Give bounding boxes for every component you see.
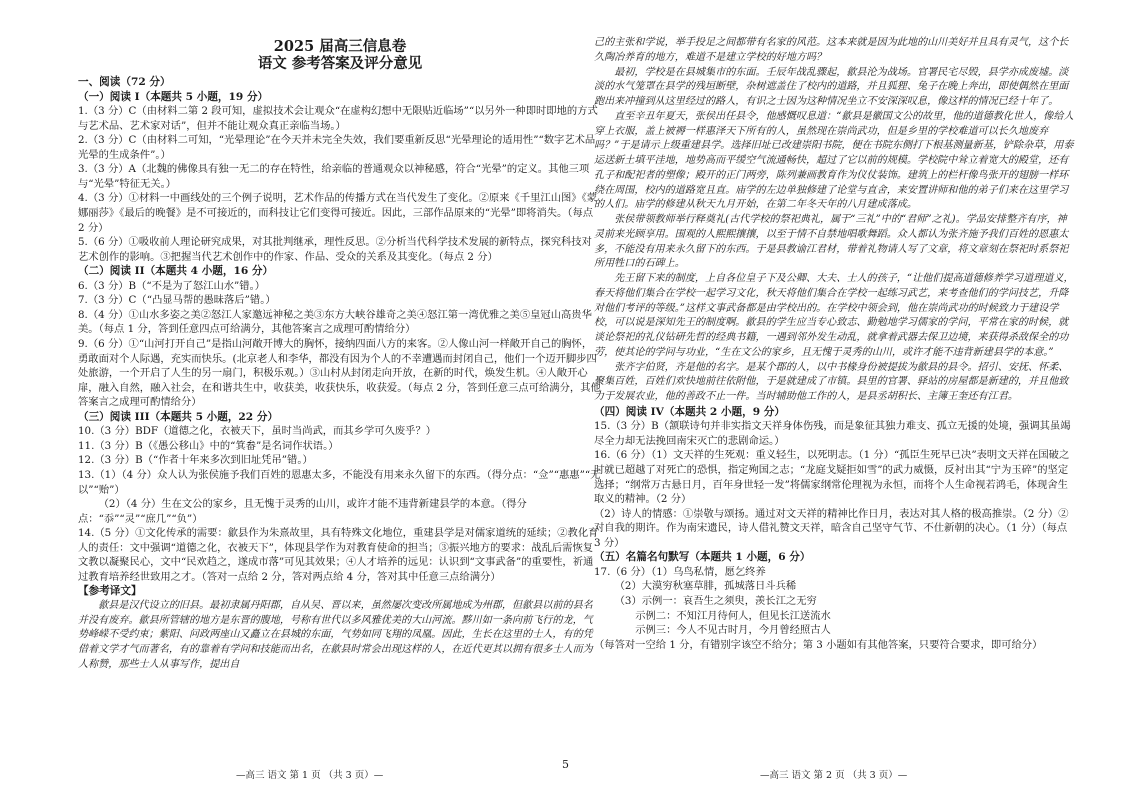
subsection-4-heading: （四）阅读 IV（本题共 2 小题，9 分） [594, 405, 785, 418]
answer-11: 11.（3 分）B（《愚公移山》中的“箕畚”是名词作状语。） [78, 439, 339, 452]
answer-10: 10.（3 分）BDF（道德之化，衣被天下，虽时当尚武，而其乡学可久废乎？） [78, 425, 437, 438]
reference-translation-label: 【参考译文】 [78, 585, 142, 598]
answer-16-part1: 16.（6 分）（1）文天祥的生死观：重义轻生，以死明志。（1 分）“孤臣生死早已决”表明文天祥在国破之时就已超越了对死亡的恐惧，指定殉国之志；“龙庭戈疑拒如雪”的武力威慑，反衬出其“宁为玉碎”的坚定选择；“纲常万古悬日月，百年身世轻一发”将儒家纲常伦理视为永恒，而将个人生命视若鸿毛，体现舍生取义的精神。（2 分） [594, 449, 1070, 506]
answer-14: 14.（5 分）①文化传承的需要：歙县作为朱熹故里，具有特殊文化地位，重建县学是对儒家道统的延续；②教化育人的责任：文中强调“道德之化，衣被天下”，体现县学作为对教育使命的担当；③振兴地方的要求：战乱后需恢复文教以凝聚民心，文中“民欢趋之，遂成市落”可见其效果；④人才培养的远见：认识到“文事武备”的重要性，祈通过教育培养经世致用之才。（答对一点给 2 分，答对两点给 4 分，答对其中任意三点给满分） [78, 527, 599, 583]
translation-paragraph-5: 先王留下来的制度，上自各位皇子下及公卿、大夫、士人的孩子，“让他们提高道德修养学习道理道义，春天将他们集合在学校一起学习文化，秋天将他们集合在学校一起练习武艺，来考查他们的学问技艺，升降对他们考评的等级。”这样文事武备都是由学校出的。在学校中领会到，他在崇尚武功的时候致力于建设学校，可以说是深知先王的制度啊。歙县的学生应当专心致志、勤勉地学习儒家的学问，平常在家的时候，就谈论祭祀的礼仪钻研先哲的经典书籍，一遇到邻外发生动乱，就拿着武器去保卫边境，来获得杀敌保全的功劳，使其论的学问与功业，“生在文公的家乡，且无愧于灵秀的山川，或许才能不违背新建县学的本意。” [594, 273, 1074, 358]
page-2-footer: —高三 语文 第 2 页 （共 3 页）— [760, 770, 908, 781]
answer-17-note: （每答对一空给 1 分，有错别字该空不给分；第 3 小题如有其他答案，只要符合要求，即可给分） [594, 638, 1043, 651]
answer-17-line4: 示例二：不知江月待何人，但见长江送流水 [635, 609, 831, 622]
page-1-column [78, 38, 602, 760]
answer-13-part2: （2）（4 分）生在文公的家乡，且无愧于灵秀的山川，或许才能不违背新建县学的本意。（得分点：“忝”“灵”“庶几”“负”） [78, 498, 527, 525]
answer-3: 3.（3 分）A（北魏的佛像具有独一无二的存在特性，给亲临的普通观众以神秘感，符合“光晕”的定义。其他三项与“光晕”特征无关。） [78, 163, 590, 190]
answer-16-part2: （2）诗人的情感：①崇敬与颂扬。通过对文天祥的精神比作日月，表达对其人格的极高推崇。（2 分）②对自我的期许。作为南宋遗民，诗人借礼赞文天祥，暗含自己坚守气节、不仕新朝的决心。（1 分）（每点 3 分） [594, 507, 1069, 549]
subsection-2-heading: （二）阅读 II（本题共 4 小题，16 分） [78, 265, 274, 278]
page-1-footer: —高三 语文 第 1 页 （共 3 页）— [236, 770, 384, 781]
subsection-3-heading: （三）阅读 III（本题共 5 小题，22 分） [78, 410, 279, 423]
translation-paragraph-2: 最初，学校是在县城集市的东面。壬辰年战乱骤起，歙县沦为战场。官署民宅尽毁，县学亦成废墟。淡淡的水气笼罩在县学的残垣断壁，杂树遮盖住了校内的道路，并且狐狸、兔子在晚上奔出，即使偶然在里面跑出来冲撞到从这里经过的路人，有识之士因为这种情况坐立不安深深叹息，像这样的情况已经十年了。 [594, 66, 1069, 107]
answer-9: 9.（6 分）①“山河打开自己”是指山河敞开博大的胸怀，接纳四面八方的来客。②人像山河一样敞开自己的胸怀，勇敢面对个人际遇，充实而快乐。(北京老人和李华，都没有因为个人的不幸遭遇而封闭自己，他们一个迈开脚步四处旅游，一个开启了人生的另一扇门，积极乐观。）③山村从封闭走向开放，在新的时代，焕发生机。④人敞开心扉，融入自然，融入社会，在和谐共生中，收获美，收获快乐，收获爱。（每点 2 分，答到任意三点可给满分，其他答案言之成理可酌情给分） [78, 337, 601, 409]
answer-17-line5: 示例三：今人不见古时月，今月曾经照古人 [635, 624, 831, 637]
doc-title-line1: 2025 届高三信息卷 [273, 38, 407, 55]
answer-2: 2.（3 分）C（由材料二可知，“光晕理论”在今天并未完全失效，我们要重新反思“光晕理论的适用性”“数字艺术品光晕的生成条件”。） [78, 134, 596, 161]
translation-continued: 己的主张和学说，举手投足之间都带有名家的风范。这本来就是因为此地的山川美好并且具有灵气，这个长久陶冶养育的地方，难道不是建立学校的好地方吗？ [594, 37, 1069, 63]
translation-paragraph-3: 直至辛丑年夏天，张侯出任县令，他感慨叹息道：“歙县是徽国文公的故里，他的道德教化世人，像给人穿上衣服，盖上被褥一样惠泽天下所有的人，虽然现在崇尚武功，但是乡里的学校难道可以长久地废弃吗？”于是请示上级重建县学。选择旧址已改建崇阳书院，便在书院东侧打下根基测量新基，铲除杂草，用泰运送新土填平洼地，地势高而平缓空气流通畅快，超过了它以前的规模。学校院中耸立着宽大的殿堂，还有孔子和配祀者的塑像；殿开的正门两旁，陈列兼画教育作为仪仗装饰。建筑上的栏杆像鸟张开的翅膀一样环绕在周围，校内的道路宽且直。庙学的左边单独修建了论堂与直舍，来安置讲师和他的弟子们来在这里学习的人们。庙学的修建从秋天九月开始，在第二年冬天年的八月建成落成。 [594, 110, 1074, 211]
page-2-column [594, 36, 1076, 758]
answer-15: 15.（3 分）B（颔联诗句并非实指文天祥身体伤残，而是象征其独力难支、孤立无援的处境，强调其虽竭尽全力却无法挽回南宋灭亡的悲剧命运。） [594, 420, 1071, 447]
answer-5: 5.（6 分）①吸收前人理论研究成果，对其批判继承，理性反思。②分析当代科学技术发展的新特点，探究科技对艺术创作的影响。③把握当代艺术创作中的作家、作品、受众的关系及其变化。（每点 2 分） [78, 236, 592, 263]
answer-6: 6.（3 分）B（“不是为了怒江山水”错。） [78, 279, 266, 292]
answer-7: 7.（3 分）C（“凸显马帮的愚昧落后”错。） [78, 294, 276, 307]
subsection-5-heading: （五）名篇名句默写（本题共 1 小题，6 分） [594, 551, 811, 564]
answer-17-line2: （2）大漠穷秋塞草腓，孤城落日斗兵稀 [614, 580, 797, 593]
answer-13-part1: 13.（1）（4 分）众人认为张侯施予我们百姓的恩惠太多，不能没有用来永久留下的东西。（得分点：“佥”“惠惠”“无以”“贻”） [78, 468, 601, 496]
doc-title-line2: 语文 参考答案及评分意见 [257, 55, 423, 72]
answer-17-line1: 17.（6 分）（1）乌鸟私情，愿乞终养 [594, 565, 766, 578]
answer-17-line3: （3）示例一：哀吾生之须臾，羡长江之无穷 [614, 594, 817, 607]
answer-4: 4.（3 分）①材料一中画线处的三个例子说明，艺术作品的传播方式在当代发生了变化。②原来《千里江山图》《蒙娜丽莎》《最后的晚餐》是不可接近的，而科技让它们变得可接近。因此，三部作品原来的“光晕”即将消失。（每点 2 分） [78, 192, 598, 234]
center-page-number: 5 [562, 758, 569, 771]
translation-paragraph-4: 张侯带领教师举行释奠礼(古代学校的祭祀典礼，属于“三礼”中的“君师”之礼)。学品安排整齐有序，神灵前来光顾享用。围观的人熙熙攘攘，以至于情不自禁地唱歌舞蹈。众人都认为张齐施予我们百姓的恩惠太多，不能没有用来永久留下的东西。于是县教谕江君材，带着礼物请人写了文章，将文章刻在祭祀时系祭祀所用牲口的石碑上。 [594, 214, 1069, 270]
subsection-1-heading: （一）阅读 I（本题共 5 小题，19 分） [78, 90, 269, 103]
answer-1: 1.（3 分）C（由材料二第 2 段可知，虚拟技术会让观众“在虚构幻想中无限贴近临场”“以另外一种即时即地的方式与艺术品、艺术家对话”，但并不能让观众真正亲临当场。） [78, 105, 598, 132]
answer-8: 8.（4 分）①山水多姿之美②怒江人家邀远神秘之美③东方大峡谷雄奇之美④怒江第一湾优雅之美⑤皇冠山高贵华美。（每点 1 分，答到任意四点可给满分，其他答案言之成理可酌情给分） [78, 308, 592, 336]
answer-12: 12.（3 分）B（“作者十年来多次到旧址凭吊”错。） [78, 454, 313, 467]
translation-paragraph-6: 张齐字伯贤，齐是他的名字。是某个郡的人，以中书椽身份被提拔为歙县的县令。招引、安抚、怀柔、聚集百姓，百姓们欢快地前往依附他，于是就建成了市镇。县里的官署、驿站的房屋都是新建的，并且他致力于发展农业，他的善政不止一件。当时辅助他工作的人，是县丞胡积长、主簿王奎还有江君。 [594, 361, 1069, 402]
reference-translation-paragraph-1: 歙县是汉代设立的旧县。最初隶属丹阳郡，自从吴、晋以来，虽然屡次变改所属地成为州郡，但歙县以前的县名并没有废弃。歙县所管辖的地方是东晋的腹地，号称有世代以多风雅优美的大山河流。黟川如一条向前飞行的龙，气势峰嵘不受约束；紫阳、问政两座山又矗立在县城的东面，气势如同飞翔的凤凰。因此，生长在这里的士人，有的凭借着文学才气而著名，有的靠着有学问和技能而出名，在歙县时常会出现这样的人，在近代更其以拥有很多士人而为人称赞，那些士人从事写作，提出自 [78, 599, 593, 670]
section-1-heading: 一、阅读（72 分） [78, 76, 171, 88]
